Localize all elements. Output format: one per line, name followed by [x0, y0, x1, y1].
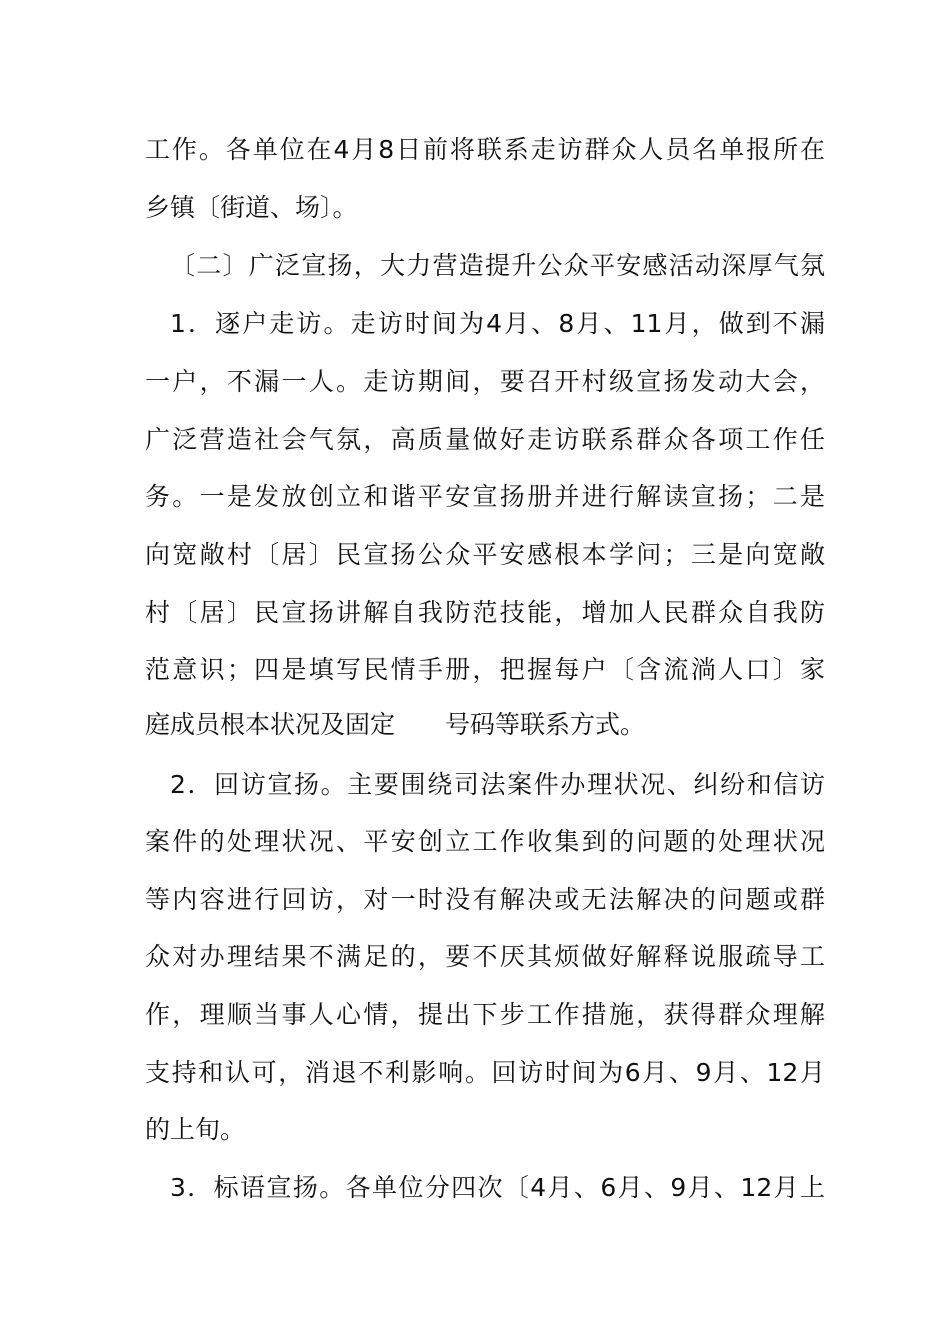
paragraph-line: 务。一是发放创立和谐平安宣扬册并进行解读宣扬；二是 — [145, 482, 825, 511]
paragraph-line: 工作。各单位在4月8日前将联系走访群众人员名单报所在 — [145, 135, 825, 164]
paragraph-line: 的上旬。 — [145, 1115, 246, 1144]
paragraph-line: 作，理顺当事人心情，提出下步工作措施，获得群众理解 — [145, 1000, 825, 1029]
paragraph-line: 一户，不漏一人。走访期间，要召开村级宣扬发动大会， — [145, 367, 825, 396]
paragraph-line: 2．回访宣扬。主要围绕司法案件办理状况、纠纷和信访 — [170, 770, 825, 799]
paragraph-line: 等内容进行回访，对一时没有解决或无法解决的问题或群 — [145, 885, 825, 914]
paragraph-line: 向宽敞村〔居〕民宣扬公众平安感根本学问；三是向宽敞 — [145, 540, 825, 569]
paragraph-line: 庭成员根本状况及固定 号码等联系方式。 — [145, 710, 646, 739]
paragraph-line: 范意识；四是填写民情手册，把握每户〔含流淌人口〕家 — [145, 655, 825, 684]
paragraph-line: 众对办理结果不满足的，要不厌其烦做好解释说服疏导工 — [145, 942, 825, 971]
paragraph-line: 支持和认可，消退不利影响。回访时间为6月、9月、12月 — [145, 1058, 825, 1087]
section-heading: 〔二〕广泛宣扬，大力营造提升公众平安感活动深厚气氛 — [170, 251, 825, 280]
paragraph-line: 1．逐户走访。走访时间为4月、8月、11月，做到不漏 — [170, 309, 825, 338]
paragraph-line: 案件的处理状况、平安创立工作收集到的问题的处理状况 — [145, 827, 825, 856]
paragraph-line: 村〔居〕民宣扬讲解自我防范技能，增加人民群众自我防 — [145, 598, 825, 627]
paragraph-line: 乡镇〔街道、场〕。 — [145, 193, 358, 222]
paragraph-line: 3．标语宣扬。各单位分四次〔4月、6月、9月、12月上 — [170, 1173, 825, 1202]
paragraph-line: 广泛营造社会气氛，高质量做好走访联系群众各项工作任 — [145, 425, 825, 454]
